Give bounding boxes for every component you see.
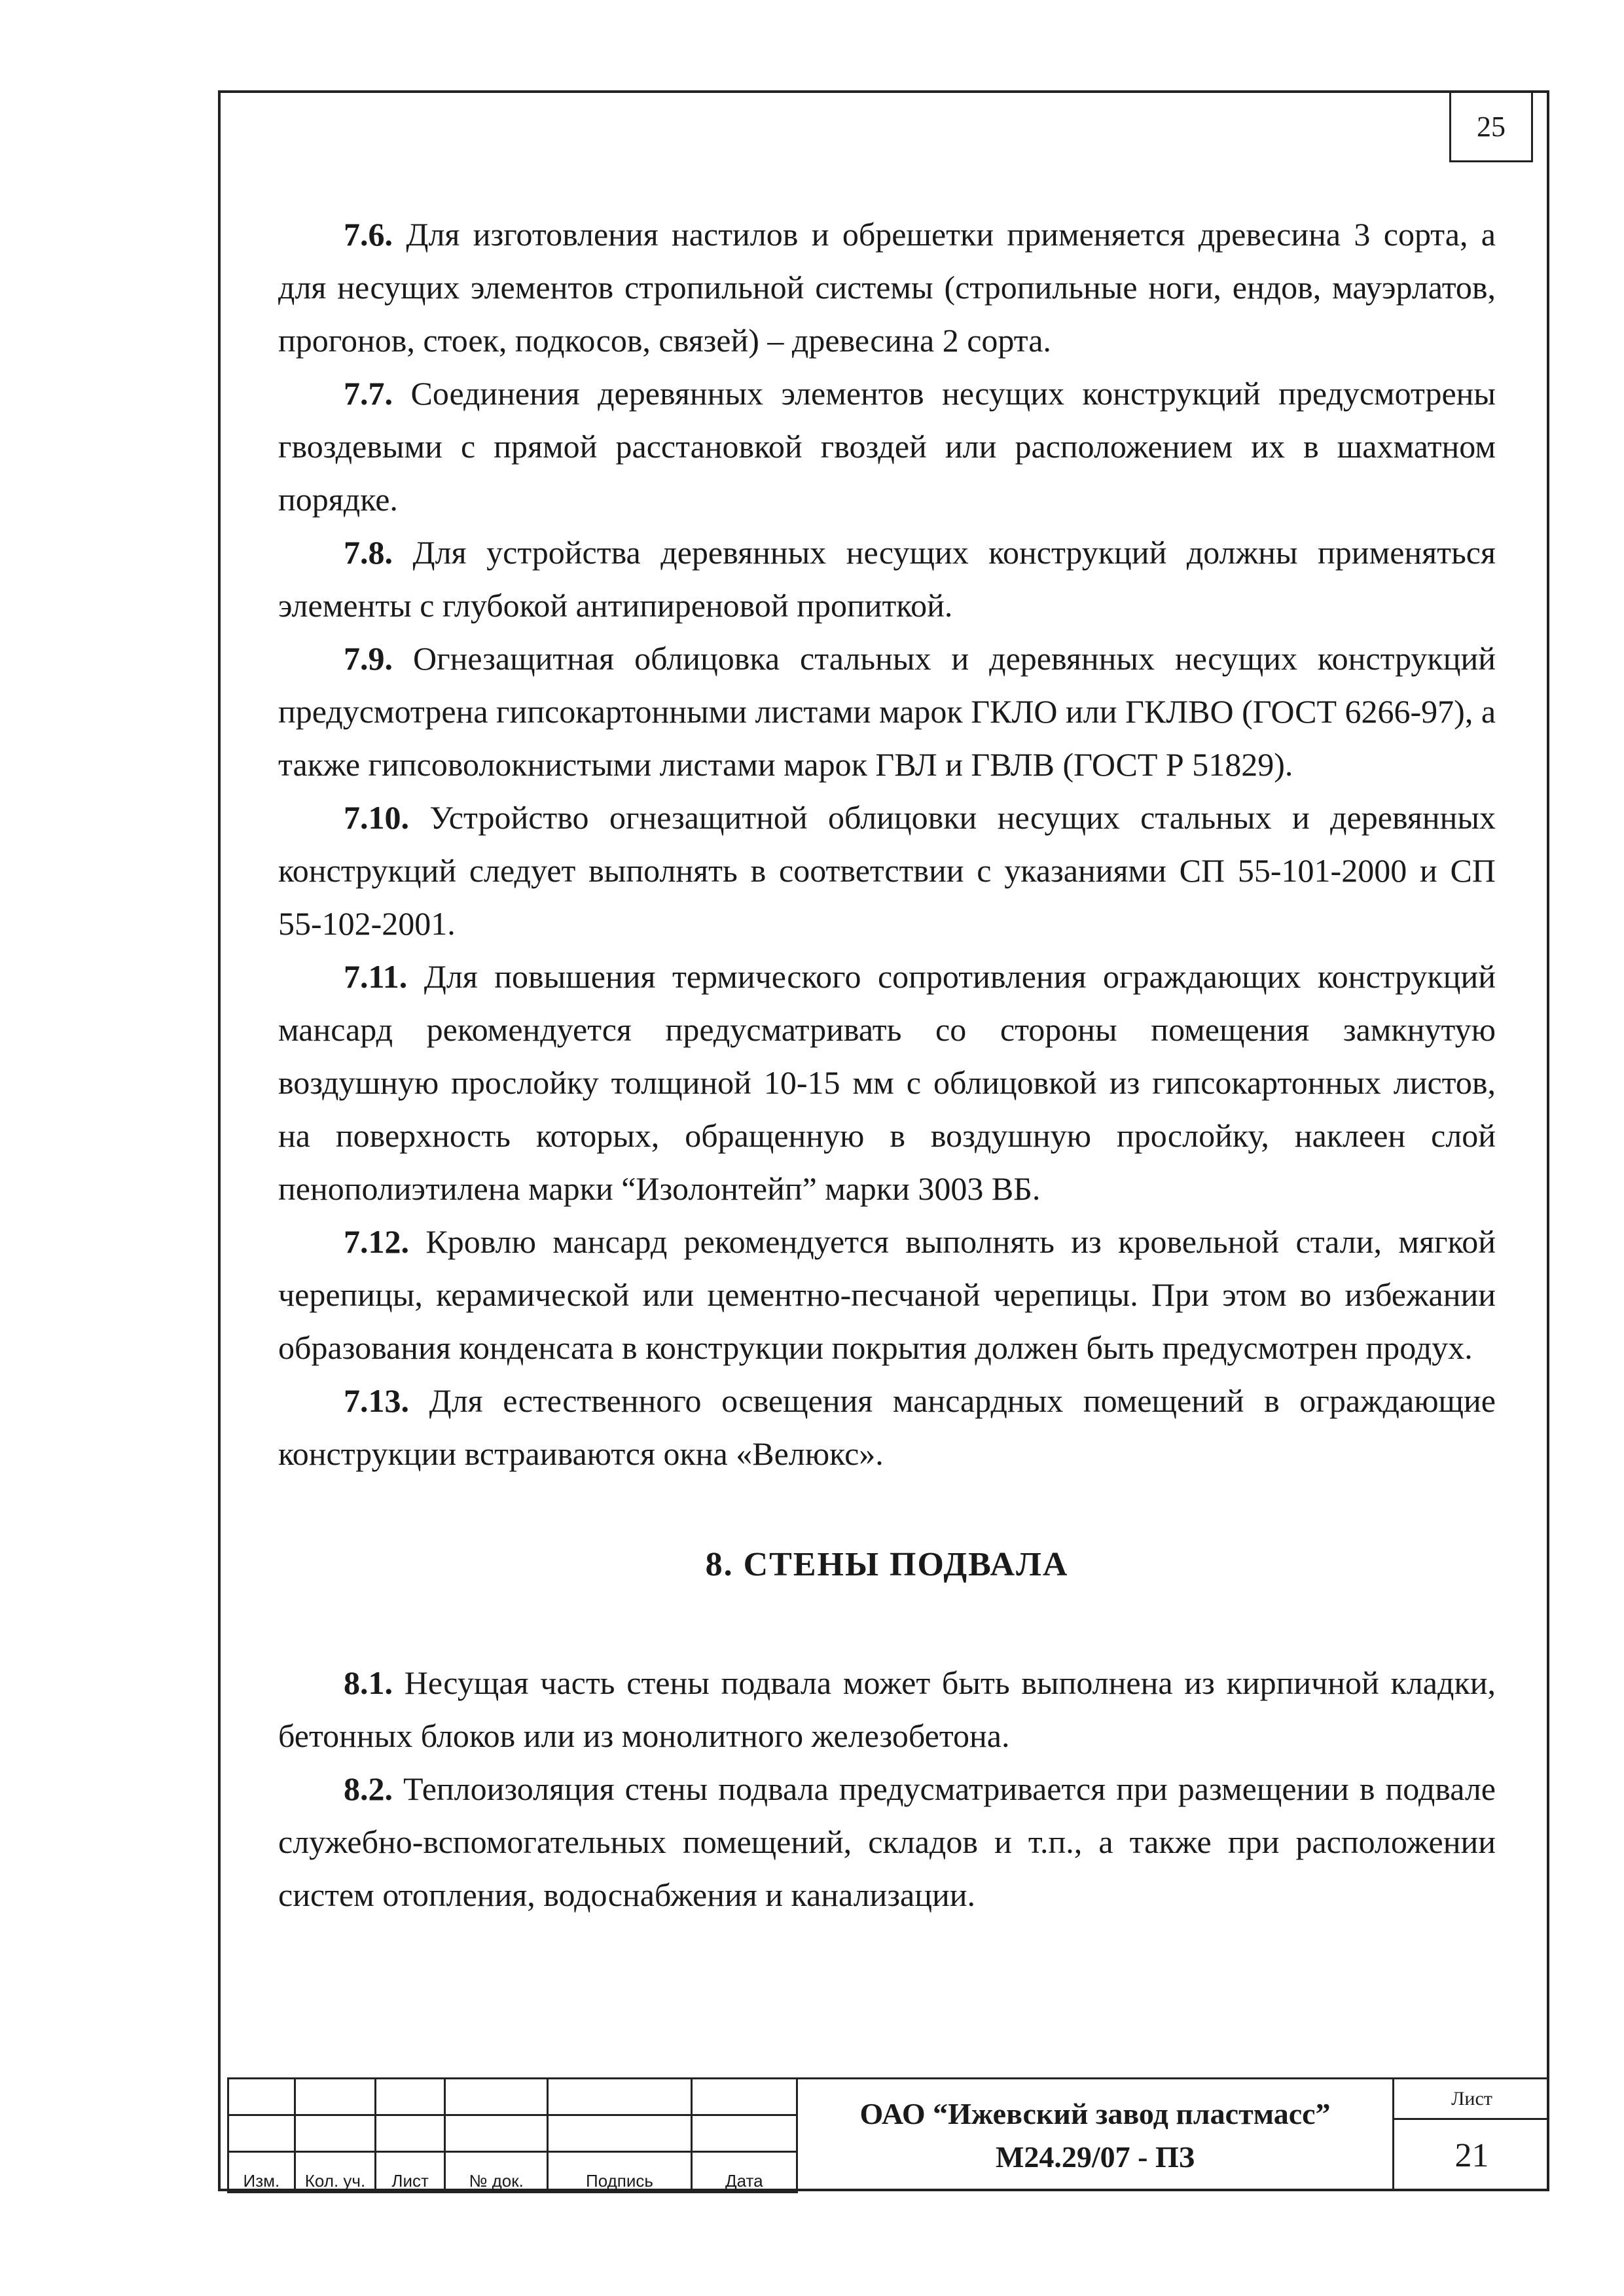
paragraph	[278, 1215, 1496, 1374]
column-header: Подпись	[548, 2152, 691, 2193]
section-7-paragraphs	[278, 208, 1496, 1480]
section-heading: 8. СТЕНЫ ПОДВАЛА	[705, 1546, 1069, 1583]
paragraph-number: 7.10.	[344, 799, 409, 836]
paragraph	[278, 1763, 1496, 1922]
paragraph-text: Соединения деревянных элементов несущих конструкций предусмотрены гвоздевыми с прямой расстановкой гвоздей или расположением их в шахматном порядке.	[278, 375, 1496, 518]
sheet-label: Лист	[1394, 2079, 1549, 2120]
document-body	[278, 208, 1496, 1922]
paragraph	[278, 950, 1496, 1215]
column-header: Кол. уч.	[295, 2152, 376, 2193]
paragraph-number: 7.9.	[344, 640, 393, 677]
section-8-paragraphs	[278, 1657, 1496, 1922]
paragraph-text: Устройство огнезащитной облицовки несущих стальных и деревянных конструкций следует выполнять в соответствии с указаниями СП 55-101-2000 и СП 55-102-2001.	[278, 799, 1496, 942]
paragraph	[278, 367, 1496, 526]
column-header: № док.	[444, 2152, 547, 2193]
paragraph-number: 7.8.	[344, 534, 393, 571]
paragraph	[278, 1657, 1496, 1763]
paragraph	[278, 632, 1496, 791]
paragraph-text: Для повышения термического сопротивления ограждающих конструкций мансард рекомендуется предусматривать со стороны помещения замкнутую воздушную прослойку толщиной 10-15 мм с облицовкой из гипсокартонных листов, на поверхность которых, обращенную в воздушную прослойку, наклеен слой пенополиэтилена марки “Изолонтейп” марки 3003 ВБ.	[278, 958, 1496, 1207]
paragraph-text: Огнезащитная облицовка стальных и деревянных несущих конструкций предусмотрена гипсокартонными листами марок ГКЛО или ГКЛВО (ГОСТ 6266-97), а также гипсоволокнистыми листами марок ГВЛ и ГВЛВ (ГОСТ Р 51829).	[278, 640, 1496, 783]
paragraph	[278, 791, 1496, 950]
title-block	[227, 2077, 1549, 2191]
paragraph	[278, 526, 1496, 632]
corner-page-number: 25	[1449, 90, 1533, 162]
column-header: Лист	[376, 2152, 445, 2193]
paragraph-text: Для изготовления настилов и обрешетки применяется древесина 3 сорта, а для несущих элементов стропильной системы (стропильные ноги, ендов, мауэрлатов, прогонов, стоек, подкосов, связей) – древесина 2 сорта.	[278, 216, 1496, 359]
paragraph-text: Для естественного освещения мансардных помещений в ограждающие конструкции встраиваются окна «Велюкс».	[278, 1382, 1496, 1472]
revision-table	[227, 2077, 798, 2193]
paragraph-text: Теплоизоляция стены подвала предусматривается при размещении в подвале служебно-вспомогательных помещений, складов и т.п., а также при расположении систем отопления, водоснабжения и канализации.	[278, 1770, 1496, 1913]
column-header: Дата	[691, 2152, 797, 2193]
sheet-number: 21	[1454, 2137, 1489, 2174]
paragraph-number: 7.11.	[344, 958, 408, 995]
paragraph-text: Для устройства деревянных несущих конструкций должны применяться элементы с глубокой антипиреновой пропиткой.	[278, 534, 1496, 624]
paragraph-number: 7.12.	[344, 1223, 409, 1260]
document-code: М24.29/07 - ПЗ	[995, 2140, 1195, 2174]
organization-name: ОАО “Ижевский завод пластмасс”	[859, 2096, 1331, 2130]
paragraph	[278, 208, 1496, 367]
paragraph-number: 7.6.	[344, 216, 393, 253]
organization-block	[798, 2077, 1392, 2191]
paragraph-text: Кровлю мансард рекомендуется выполнять из кровельной стали, мягкой черепицы, керамической или цементно-песчаной черепицы. При этом во избежании образования конденсата в конструкции покрытия должен быть предусмотрен продух.	[278, 1223, 1496, 1366]
column-header: Изм.	[228, 2152, 295, 2193]
paragraph-number: 7.13.	[344, 1382, 409, 1419]
paragraph-number: 8.1.	[344, 1664, 393, 1701]
sheet-box	[1392, 2077, 1549, 2191]
paragraph-number: 8.2.	[344, 1770, 393, 1807]
paragraph-number: 7.7.	[344, 375, 393, 412]
paragraph	[278, 1374, 1496, 1480]
paragraph-text: Несущая часть стены подвала может быть выполнена из кирпичной кладки, бетонных блоков или из монолитного железобетона.	[278, 1664, 1496, 1754]
